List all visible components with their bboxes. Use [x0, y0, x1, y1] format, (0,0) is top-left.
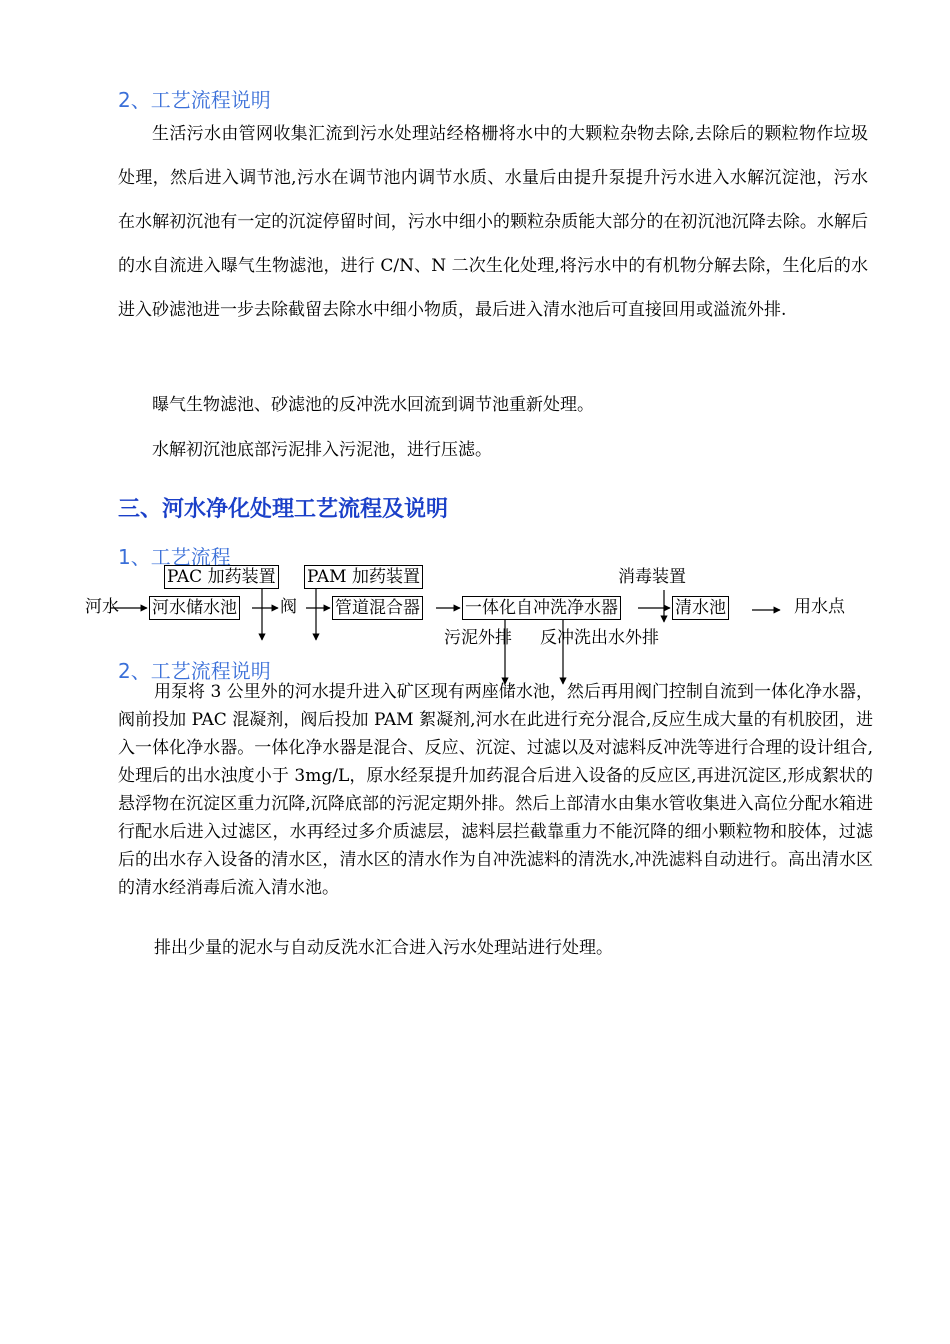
pipe-mixer-box: 管道混合器 — [332, 596, 423, 620]
sludge-discharge-label: 污泥外排 — [444, 628, 512, 648]
section-heading-process-desc: 2、工艺流程说明 — [118, 88, 271, 112]
purifier-box: 一体化自冲洗净水器 — [462, 596, 621, 620]
section-title-river-water: 三、河水净化处理工艺流程及说明 — [118, 497, 449, 522]
storage-pool-box: 河水储水池 — [149, 596, 240, 620]
subheading-process-desc: 2、工艺流程说明 — [118, 659, 271, 683]
pam-dosing-box: PAM 加药装置 — [304, 565, 423, 589]
subheading-process-flow: 1、工艺流程 — [118, 545, 231, 569]
water-use-point-label: 用水点 — [794, 597, 845, 617]
valve-label: 阀 — [280, 597, 297, 617]
backwash-discharge-label: 反冲洗出水外排 — [540, 628, 659, 648]
disinfection-label: 消毒装置 — [618, 567, 686, 587]
sludge-paragraph: 水解初沉池底部污泥排入污泥池，进行压滤。 — [152, 440, 492, 460]
river-water-label: 河水 — [85, 597, 119, 617]
clear-water-pool-box: 清水池 — [672, 596, 729, 620]
river-process-paragraph: 用泵将 3 公里外的河水提升进入矿区现有两座储水池，然后再用阀门控制自流到一体化净水器，阀前投加 PAC 混凝剂，阀后投加 PAM 絮凝剂,河水在此进行充分混合,反应生成大量的有机胶团，进入一体化净水器。一体化净水器是混合、反应、沉淀、过滤以及对滤料反冲洗等进行合理的设计组合,处理后的出水浊度小于 3mg/L，原水经泵提升加药混合后进入设备的反应区,再进沉淀区,形成絮状的悬浮物在沉淀区重力沉降,沉降底部的污泥定期外排。然后上部清水由集水管收集进入高位分配水箱进行配水后进入过滤区，水再经过多介质滤层，滤料层拦截靠重力不能沉降的细小颗粒物和胶体，过滤后的出水存入设备的清水区，清水区的清水作为自冲洗滤料的清洗水,冲洗滤料自动进行。高出清水区的清水经消毒后流入清水池。 — [118, 682, 873, 898]
pac-dosing-box: PAC 加药装置 — [164, 565, 279, 589]
backwash-paragraph: 曝气生物滤池、砂滤池的反冲洗水回流到调节池重新处理。 — [152, 395, 594, 415]
mud-water-paragraph: 排出少量的泥水与自动反洗水汇合进入污水处理站进行处理。 — [154, 938, 613, 958]
sewage-paragraph: 生活污水由管网收集汇流到污水处理站经格栅将水中的大颗粒杂物去除,去除后的颗粒物作垃圾处理，然后进入调节池,污水在调节池内调节水质、水量后由提升泵提升污水进入水解沉淀池，污水在水解初沉池有一定的沉淀停留时间，污水中细小的颗粒杂质能大部分的在初沉池沉降去除。水解后的水自流进入曝气生物滤池，进行 C/N、N 二次生化处理,将污水中的有机物分解去除，生化后的水进入砂滤池进一步去除截留去除水中细小物质，最后进入清水池后可直接回用或溢流外排. — [118, 124, 868, 320]
